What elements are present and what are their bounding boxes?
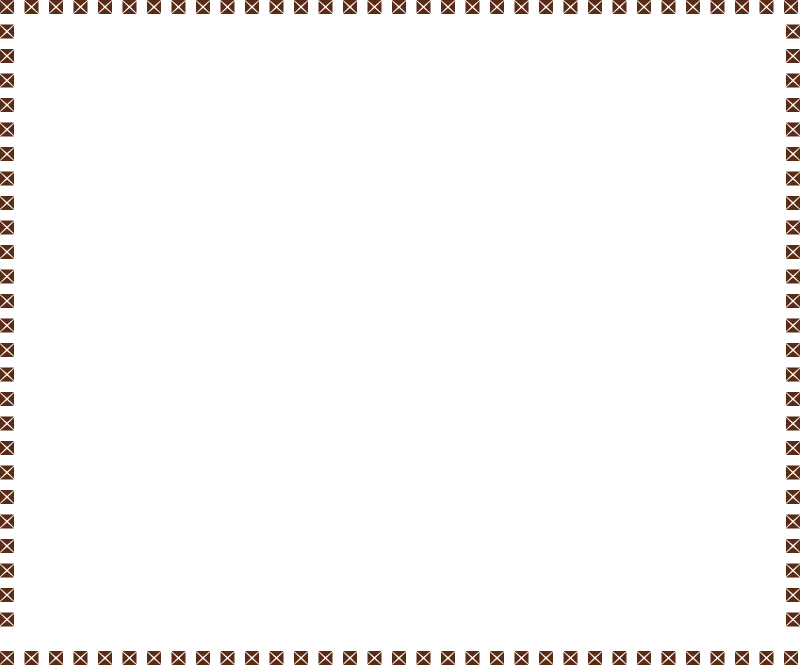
border-tile (0, 564, 14, 578)
border-tile (74, 651, 88, 665)
border-tile (786, 245, 800, 259)
blank-content-area (16, 16, 784, 649)
border-tile (441, 0, 455, 14)
border-tile (221, 0, 235, 14)
border-tile (25, 651, 39, 665)
border-tile (270, 0, 284, 14)
border-tile (392, 651, 406, 665)
border-tile (221, 651, 235, 665)
border-tile (490, 0, 504, 14)
border-tile (711, 651, 725, 665)
border-tile (0, 25, 14, 39)
border-tile (98, 0, 112, 14)
border-tile (735, 0, 749, 14)
border-tile (588, 651, 602, 665)
border-tile (0, 490, 14, 504)
border-tile (343, 0, 357, 14)
border-tile (613, 651, 627, 665)
border-tile (786, 466, 800, 480)
border-tile (637, 651, 651, 665)
border-tile (786, 147, 800, 161)
border-tile (147, 0, 161, 14)
border-tile (786, 539, 800, 553)
border-tile (74, 0, 88, 14)
border-tile (662, 651, 676, 665)
border-tile (319, 0, 333, 14)
border-tile (786, 588, 800, 602)
border-tile (613, 0, 627, 14)
border-tile (0, 172, 14, 186)
border-tile (294, 0, 308, 14)
border-tile (786, 392, 800, 406)
border-tile (0, 221, 14, 235)
border-tile (786, 25, 800, 39)
border-tile (270, 651, 284, 665)
border-tile (466, 0, 480, 14)
border-tile (0, 392, 14, 406)
border-tile (786, 368, 800, 382)
border-tile (786, 196, 800, 210)
border-tile (343, 651, 357, 665)
border-tile (786, 270, 800, 284)
border-tile (172, 0, 186, 14)
border-tile (294, 651, 308, 665)
border-tile (25, 0, 39, 14)
border-tile (786, 74, 800, 88)
border-tile (441, 651, 455, 665)
border-tile (0, 270, 14, 284)
border-tile (368, 651, 382, 665)
border-tile (515, 651, 529, 665)
border-tile (662, 0, 676, 14)
border-tile (245, 651, 259, 665)
border-tile (0, 613, 14, 627)
border-tile (515, 0, 529, 14)
border-tile (786, 490, 800, 504)
border-tile (786, 319, 800, 333)
border-tile (539, 651, 553, 665)
border-tile (0, 441, 14, 455)
border-tile (786, 49, 800, 63)
border-tile (0, 343, 14, 357)
border-tile (760, 651, 774, 665)
border-tile (0, 368, 14, 382)
border-tile (784, 651, 798, 665)
border-tile (0, 294, 14, 308)
border-tile (786, 441, 800, 455)
border-tile (637, 0, 651, 14)
border-tile (786, 294, 800, 308)
border-tile (0, 515, 14, 529)
border-tile (0, 98, 14, 112)
border-tile (196, 651, 210, 665)
border-tile (760, 0, 774, 14)
border-tile (786, 515, 800, 529)
border-tile (49, 651, 63, 665)
border-tile (0, 49, 14, 63)
border-tile (368, 0, 382, 14)
border-tile (147, 651, 161, 665)
border-tile (0, 588, 14, 602)
border-tile (417, 0, 431, 14)
border-tile (392, 0, 406, 14)
border-tile (172, 651, 186, 665)
border-tile (0, 123, 14, 137)
border-tile (786, 613, 800, 627)
border-tile (786, 98, 800, 112)
border-tile (0, 466, 14, 480)
border-tile (786, 343, 800, 357)
border-tile (196, 0, 210, 14)
border-tile (49, 0, 63, 14)
border-tile (0, 417, 14, 431)
border-tile (786, 123, 800, 137)
border-tile (0, 651, 14, 665)
border-tile (245, 0, 259, 14)
border-tile (0, 0, 14, 14)
border-tile (0, 196, 14, 210)
border-tile (735, 651, 749, 665)
border-tile (123, 651, 137, 665)
border-tile (417, 651, 431, 665)
border-tile (564, 651, 578, 665)
border-tile (539, 0, 553, 14)
border-tile (123, 0, 137, 14)
border-tile (0, 319, 14, 333)
border-tile (786, 417, 800, 431)
border-tile (466, 651, 480, 665)
border-tile (786, 172, 800, 186)
border-tile (784, 0, 798, 14)
border-tile (319, 651, 333, 665)
border-tile (786, 221, 800, 235)
border-tile (711, 0, 725, 14)
border-tile (564, 0, 578, 14)
border-tile (0, 245, 14, 259)
border-tile (0, 147, 14, 161)
border-tile (0, 539, 14, 553)
border-tile (588, 0, 602, 14)
border-tile (0, 74, 14, 88)
border-tile (786, 564, 800, 578)
border-tile (686, 651, 700, 665)
border-tile (686, 0, 700, 14)
border-tile (490, 651, 504, 665)
border-tile (98, 651, 112, 665)
